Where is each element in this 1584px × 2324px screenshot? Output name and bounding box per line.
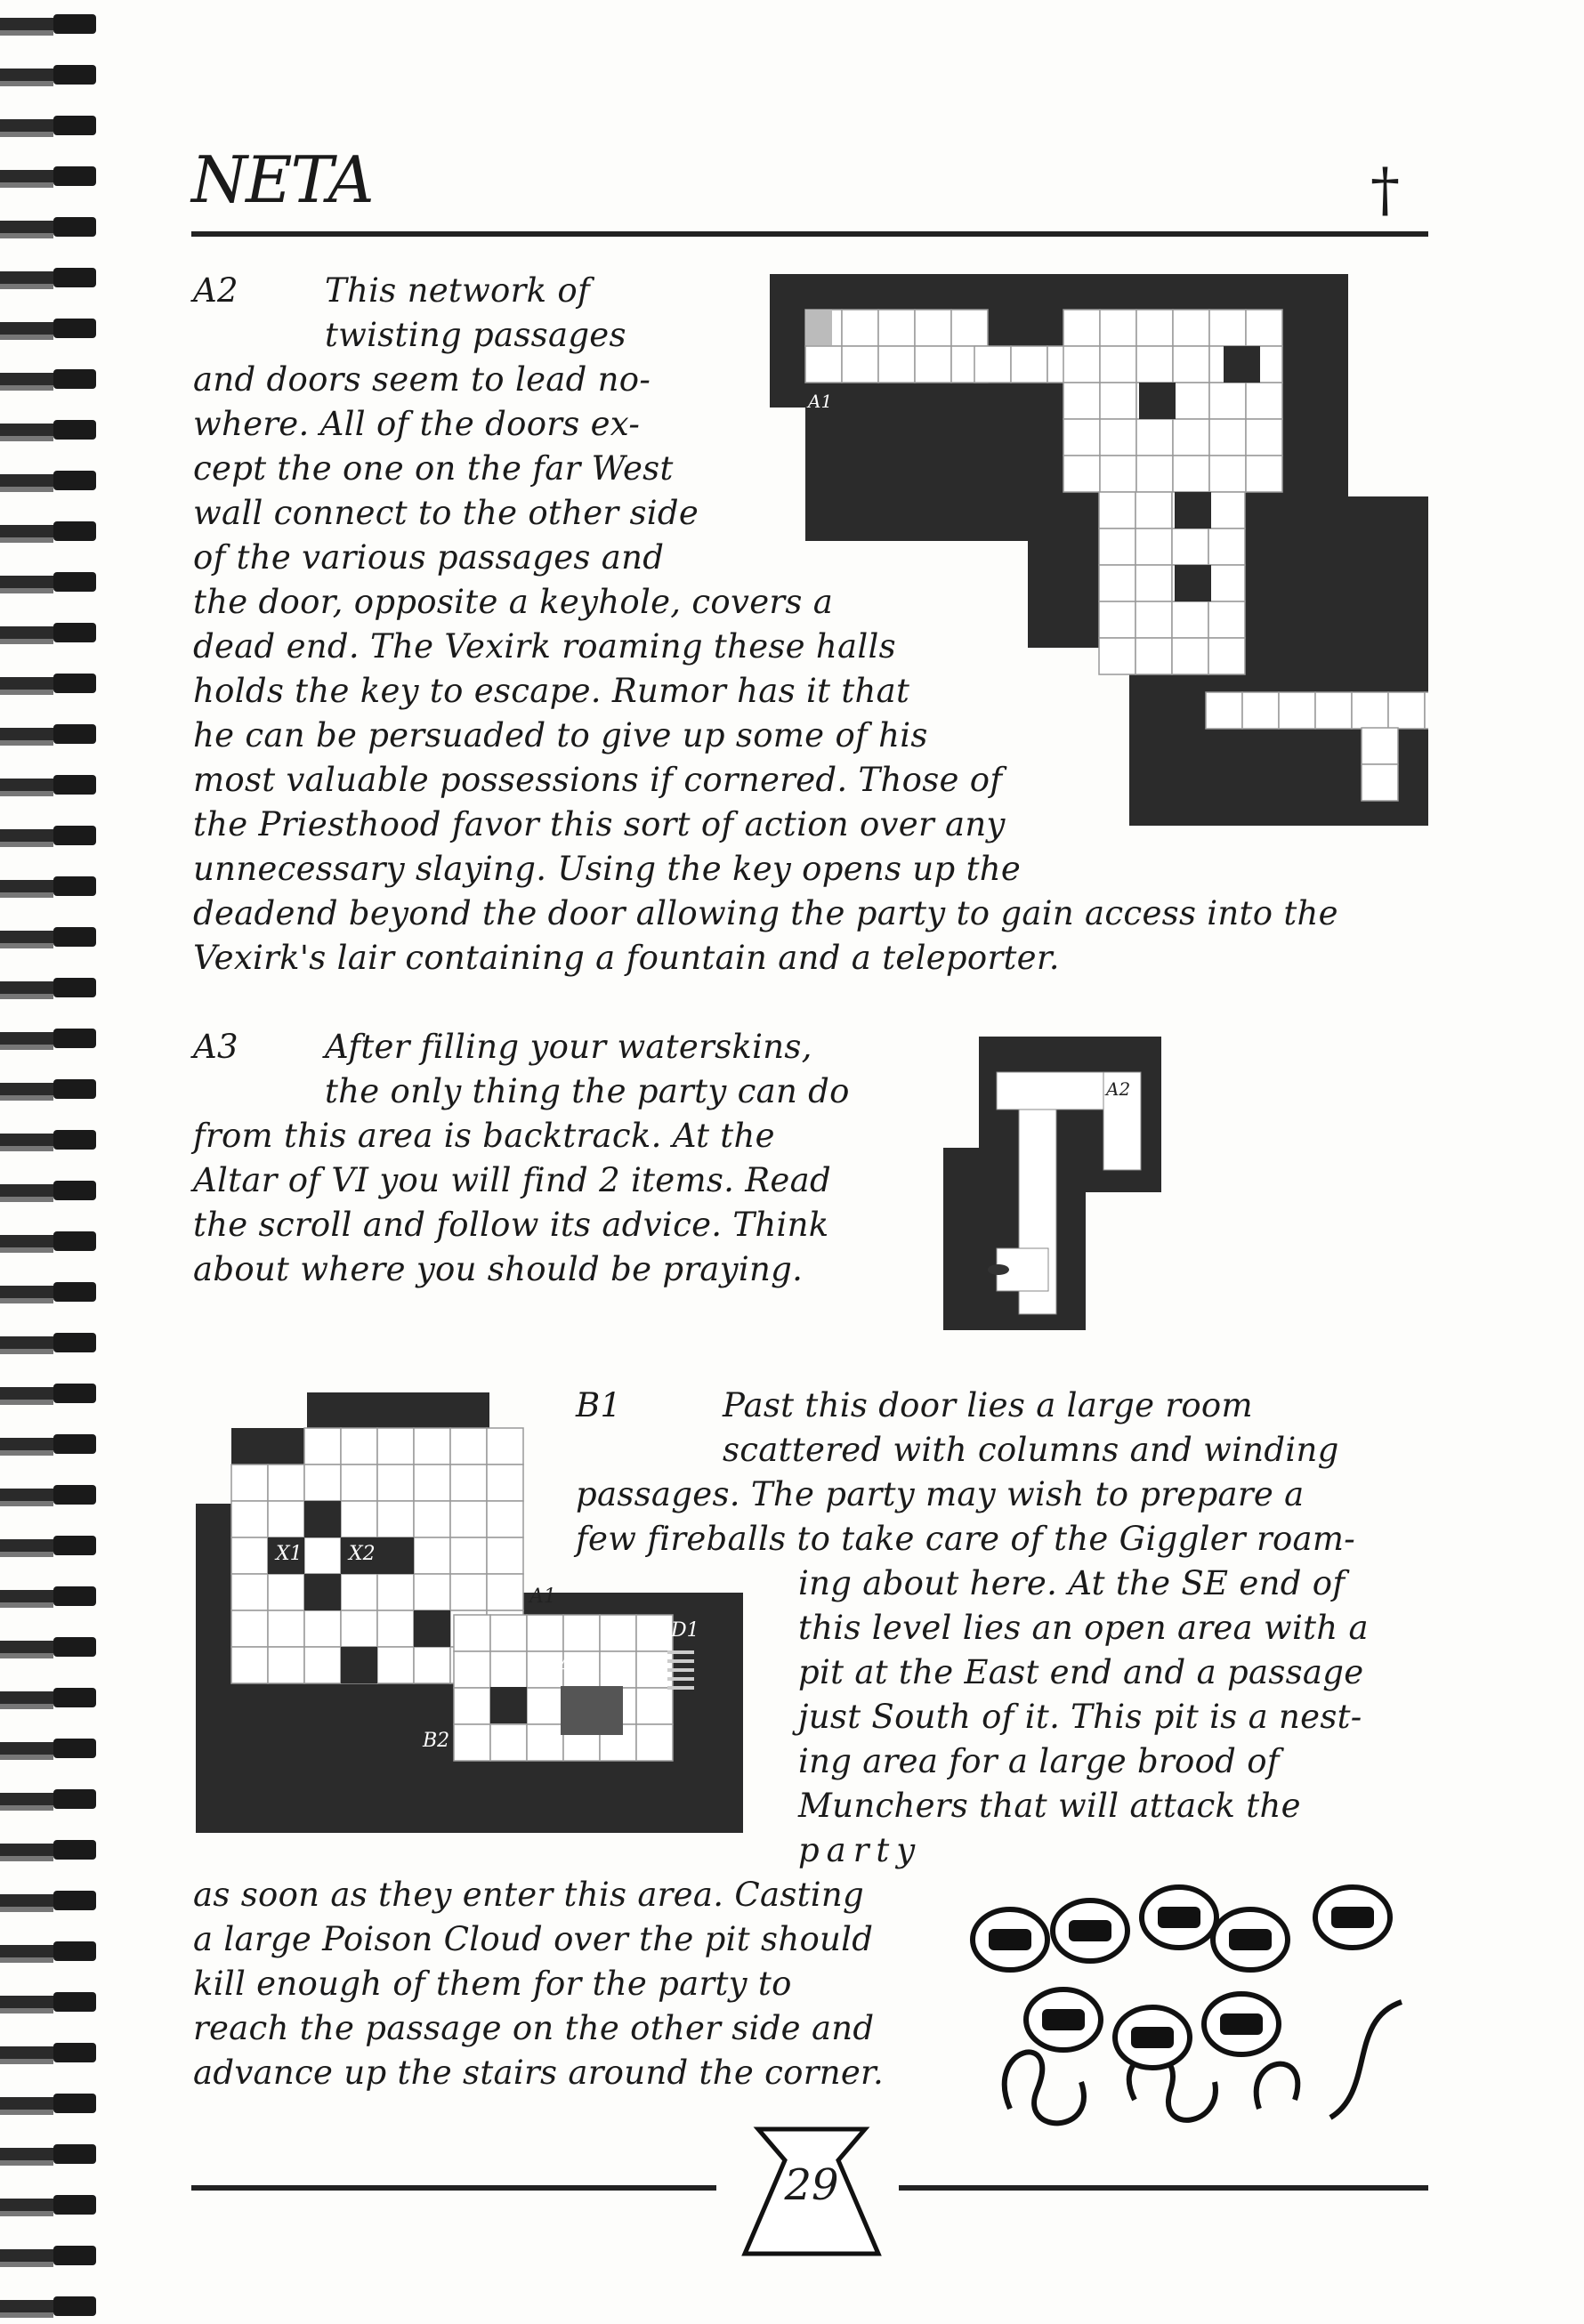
footer-rule-left	[191, 2185, 716, 2191]
b1-map-label-x2: X2	[349, 1543, 376, 1565]
b1-dungeon-map	[196, 1392, 748, 1833]
footer-rule-right	[899, 2185, 1428, 2191]
spiral-binding	[0, 0, 98, 2324]
b1-map-label-d1: D1	[671, 1619, 699, 1642]
header-rule	[191, 231, 1428, 237]
a3-dungeon-map	[943, 1037, 1161, 1330]
a2-dungeon-map	[770, 274, 1428, 826]
section-a2-label: A2	[193, 271, 238, 310]
a2-map-label-a1: A1	[808, 391, 833, 412]
b1-map-label-b2: B2	[423, 1730, 450, 1752]
section-b1-text: B1 Past this door lies a large room scattered with columns and winding passages. The party may wish to prepare a few fireballs to take care of the Giggler roam- ing about here. At the SE end of this level lies an open area with a pit at the East end and a passage just South of it. This pit is a nest- ing area for a large brood of Munchers that will attack the party as soon as they enter this area. Casting a large Poison Cloud over the pit should kill enough of them for the party to reach the passage on the other side and advance up the stairs around the corner.	[193, 1384, 1439, 2095]
section-b1-label: B1	[576, 1386, 622, 1424]
page-number: 29	[784, 2160, 839, 2210]
section-a2-text: A2 This network of twisting passages and doors seem to lead no- where. All of the doors ex- cept the one on the far West wall connect to the other side of the various passages and the door, opposite a keyhole, covers a dead end. The Vexirk roaming these halls holds the key to escape. Rumor has it that he can be persuaded to give up some of his most valuable possessions if cornered. Those of the Priesthood favor this sort of action over any unnecessary slaying. Using the key opens up the deadend beyond the door allowing the party to gain access into the Vexirk's lair containing a fountain and a teleporter.	[193, 269, 1439, 980]
b1-map-label-dain: DAIN A2	[541, 1657, 629, 1679]
section-a3-label: A3	[193, 1028, 238, 1066]
a3-map-label-a2: A2	[1106, 1078, 1131, 1100]
b1-map-label-a1: A1	[529, 1586, 556, 1608]
page-title: NETA	[191, 142, 373, 217]
section-a3-text: A3 After filling your waterskins, the only thing the party can do from this area is backtrack. At the Altar of VI you will find 2 items. Read the scroll and follow its advice. Think about where you should be praying.	[193, 1025, 923, 1292]
page-number-badge	[740, 2120, 883, 2263]
cross-symbol: †	[1370, 156, 1400, 224]
munchers-illustration	[957, 1868, 1437, 2135]
b1-map-label-x1: X1	[276, 1543, 303, 1565]
